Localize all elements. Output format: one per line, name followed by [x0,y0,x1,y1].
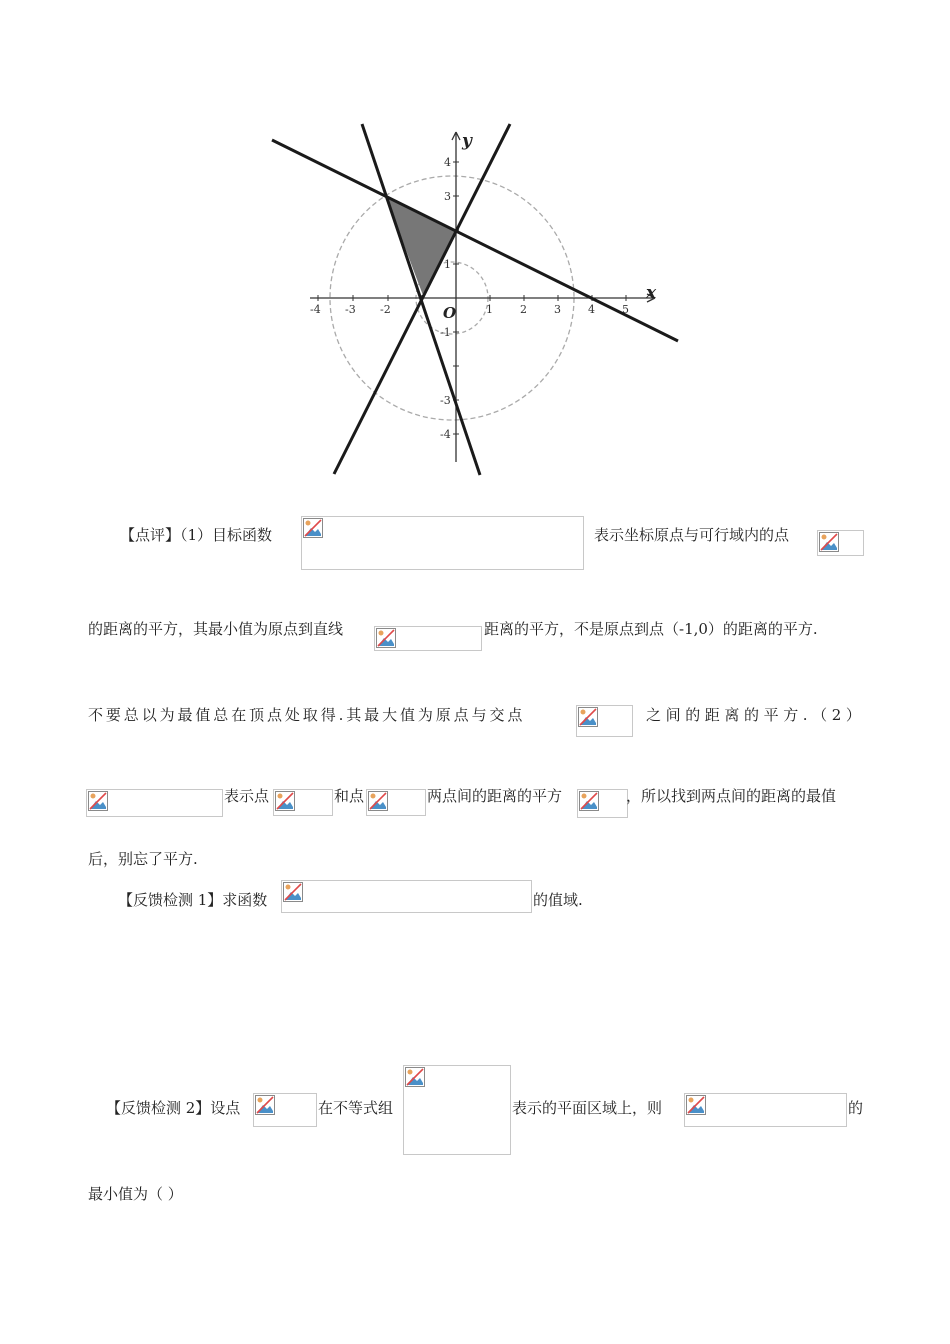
comment-text: 的距离的平方，其最小值为原点到直线 [88,620,344,638]
x-tick-label: -3 [345,303,356,316]
origin-label: O [443,304,457,322]
formula-image [253,1093,317,1127]
broken-image-icon [255,1095,275,1115]
line-shallow [272,140,678,341]
x-tick-label: 5 [622,303,629,316]
comment-text: 【点评】（1）目标函数 [120,526,273,544]
comment-text: 两点间的距离的平方 [427,787,563,805]
formula-image [817,530,864,556]
broken-image-icon [579,791,599,811]
feedback2-text: 表示的平面区域上，则 [512,1099,663,1117]
broken-image-icon [275,791,295,811]
comment-text: 表示坐标原点与可行域内的点 [594,526,790,544]
feedback1-text: 【反馈检测 1】求函数 [118,891,268,909]
y-tick-label: -3 [440,394,451,407]
feedback2-text: 【反馈检测 2】设点 [106,1099,241,1117]
y-tick-label: 1 [444,258,451,271]
x-tick-label: -2 [380,303,391,316]
x-tick-label: 4 [588,303,595,316]
line-steep-positive [334,124,510,474]
broken-image-icon [283,882,303,902]
y-tick-label: 4 [444,156,451,169]
y-tick-label: -1 [440,326,451,339]
broken-image-icon [376,628,396,648]
y-tick-label: -4 [440,428,451,441]
x-axis-label: x [646,283,657,303]
formula-image [301,516,584,570]
feedback2-text: 最小值为（ ） [88,1185,183,1203]
broken-image-icon [303,518,323,538]
feedback1-text: 的值域. [533,891,583,909]
y-tick-label: 3 [444,190,451,203]
formula-image [403,1065,511,1155]
comment-text: 和点 [334,787,365,805]
comment-text: 后，别忘了平方. [88,850,198,868]
comment-text: ，所以找到两点间的距离的最值 [626,787,837,805]
formula-image [281,880,532,913]
formula-image [86,789,223,817]
x-tick-label: 3 [554,303,561,316]
comment-text: 距离的平方，不是原点到点（-1,0）的距离的平方. [484,620,818,638]
x-tick-label: 2 [520,303,527,316]
coordinate-figure [262,118,692,480]
formula-image [577,789,628,818]
formula-image [273,789,333,816]
comment-text: 表示点 [224,787,270,805]
formula-image [366,789,426,816]
comment-text: 之间的距离的平方.（2） [646,706,866,724]
broken-image-icon [578,707,598,727]
broken-image-icon [405,1067,425,1087]
x-tick-label: -4 [310,303,321,316]
comment-text: 不要总以为最值总在顶点处取得.其最大值为原点与交点 [88,706,526,724]
feedback2-text: 的 [848,1099,864,1117]
formula-image [684,1093,847,1127]
broken-image-icon [819,532,839,552]
broken-image-icon [88,791,108,811]
broken-image-icon [368,791,388,811]
broken-image-icon [686,1095,706,1115]
feedback2-text: 在不等式组 [318,1099,394,1117]
formula-image [374,626,482,651]
x-tick-label: 1 [486,303,493,316]
y-axis-label: y [462,131,472,151]
formula-image [576,705,633,737]
